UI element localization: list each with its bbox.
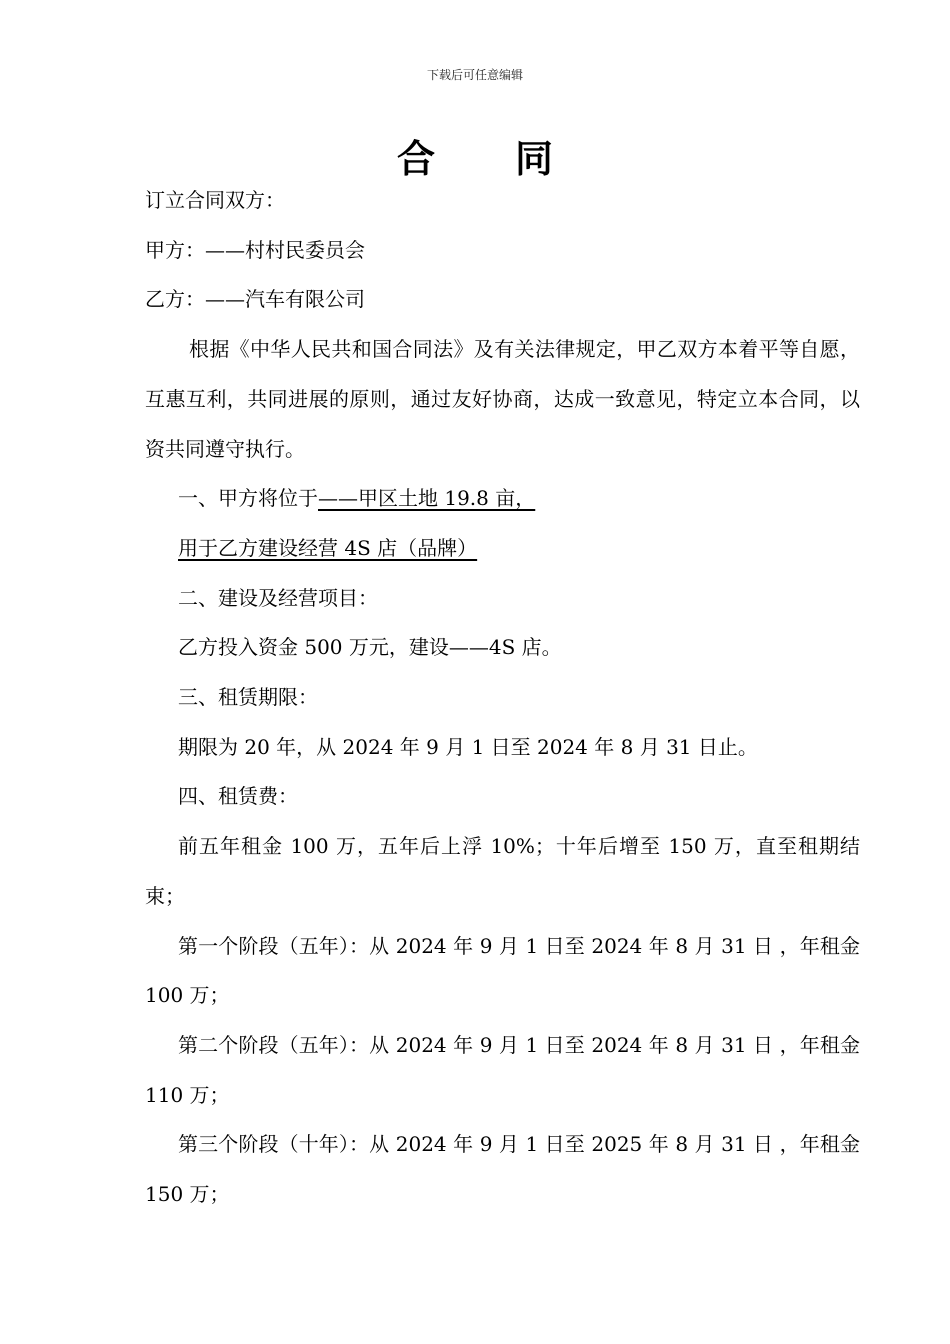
document-title: 合同 <box>396 137 633 181</box>
stage-1-paragraph: 第一个阶段（五年）：从 2024 年 9 月 1 日至 2024 年 8 月 31 日 ，年租金 100 万； <box>145 933 860 1008</box>
section-3-title: 三、租赁期限： <box>178 685 318 710</box>
section-4-body: 前五年租金 100 万，五年后上浮 10%；十年后增至 150 万，直至租期结束； <box>145 834 860 908</box>
section-1-line-1 <box>145 474 860 524</box>
stage-2-paragraph: 第二个阶段（五年）：从 2024 年 9 月 1 日至 2024 年 8 月 31 日 ，年租金 110 万； <box>145 1032 860 1107</box>
section-4-title: 四、租赁费： <box>178 784 298 809</box>
parties-intro: 订立合同双方： <box>145 188 285 212</box>
section-2-title: 二、建设及经营项目： <box>178 585 378 610</box>
section-1-line-2 <box>145 524 860 574</box>
preamble-paragraph: 根据《中华人民共和国合同法》及有关法律规定，甲乙双方本着平等自愿，互惠互利，共同进展的原则，通过友好协商，达成一致意见，特定立本合同，以资共同遵守执行。 <box>145 337 860 461</box>
section-3-body: 期限为 20 年，从 2024 年 9 月 1 日至 2024 年 8 月 31 日止。 <box>178 734 758 759</box>
section-1-prefix: 一、甲方将位于 <box>178 486 318 511</box>
header-note: 下载后可任意编辑 <box>426 68 523 82</box>
section-1-underlined-purpose: 用于乙方建设经营 4S 店（品牌） <box>178 535 478 560</box>
party-a: 甲方：——村村民委员会 <box>145 237 365 262</box>
document-body <box>145 176 860 1220</box>
section-1-underlined-text: ——甲区土地 19.8 亩， <box>318 486 536 511</box>
party-b: 乙方：——汽车有限公司 <box>145 287 365 312</box>
section-2-body: 乙方投入资金 500 万元，建设——4S 店。 <box>178 635 562 660</box>
stage-3-paragraph: 第三个阶段（十年）：从 2024 年 9 月 1 日至 2025 年 8 月 31 日 ，年租金 150 万； <box>145 1132 860 1207</box>
